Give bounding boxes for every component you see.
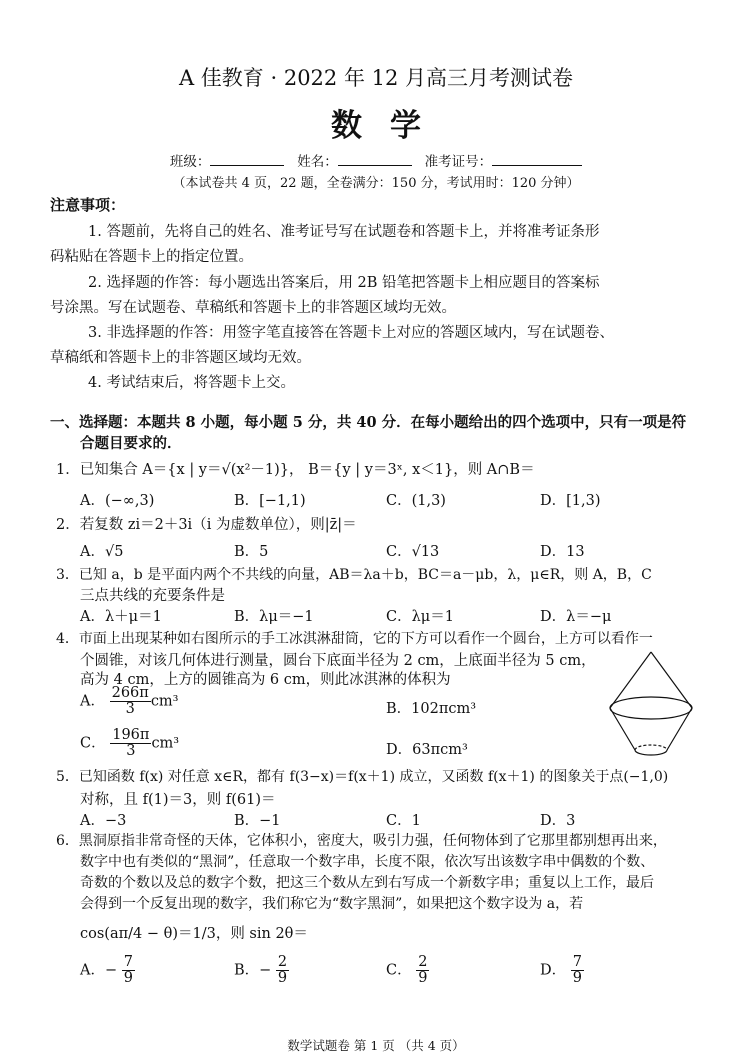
exam-no-label: 准考证号： (424, 154, 493, 170)
q2-option-b: B．5 (234, 544, 269, 560)
q5-option-a: A．−3 (80, 813, 127, 829)
notice-heading: 注意事项： (50, 196, 126, 214)
frustum-right-edge (667, 708, 692, 750)
section1-instruction-line1: 一、选择题：本题共 8 小题，每小题 5 分，共 40 分．在每小题给出的四个选项中，只有一项是符 (50, 414, 687, 431)
q6-option-b-denominator: 9 (277, 970, 288, 987)
q6-option-b-numerator: 2 (277, 954, 288, 970)
q6-option-c-numerator: 2 (418, 954, 428, 970)
student-info-line (0, 150, 752, 170)
frustum-bottom-back (635, 745, 667, 750)
q4-option-a-denominator: 3 (125, 701, 135, 718)
q5-option-b: B．−1 (234, 813, 281, 829)
class-label: 班级： (169, 154, 211, 170)
q1-option-b: B．[−1,1) (234, 493, 306, 509)
q6-stem-line1: 6．黑洞原指非常奇怪的天体，它体积小，密度大，吸引力强，任何物体到了它那里都别想再出来， (56, 833, 667, 849)
q5-stem-line1: 5．已知函数 f(x) 对任意 x∈R，都有 f(3−x)＝f(x＋1) 成立，又函数 f(x＋1) 的图象关于点(−1,0) (56, 769, 669, 785)
q6-option-d-label: D． (540, 962, 567, 979)
q2-option-a: A．√5 (80, 544, 124, 560)
q5-stem-line2: 对称，且 f(1)＝3，则 f(61)＝ (80, 792, 276, 808)
q4-option-b: B．102πcm³ (386, 701, 477, 717)
notice-item4: 4. 考试结束后，将答题卡上交。 (88, 375, 295, 391)
q4-stem-line3: 高为 4 cm，上方的圆锥高为 6 cm，则此冰淇淋的体积为 (80, 672, 451, 688)
class-blank (210, 153, 284, 166)
q4-option-c-unit: cm³ (151, 735, 180, 752)
q6-option-a (80, 955, 135, 986)
name-blank (338, 153, 412, 166)
cone-left-edge (610, 652, 651, 708)
notice-item1-line1: 1. 答题前，先将自己的姓名、准考证号写在试题卷和答题卡上，并将准考证条形 (88, 224, 600, 240)
q4-option-d: D．63πcm³ (386, 742, 468, 758)
q4-option-a-unit: cm³ (150, 693, 179, 710)
exam-no-blank (492, 153, 582, 166)
name-label: 姓名： (297, 154, 338, 170)
q5-option-d: D．3 (540, 813, 576, 829)
q1-stem: 1．已知集合 A＝{x | y＝√(x²－1)}， B＝{y | y＝3ˣ, x＜1}，则 A∩B＝ (56, 462, 535, 478)
q3-option-d: D．λ＝−μ (540, 609, 612, 625)
cone-right-edge (651, 652, 692, 708)
section1-instruction-line2: 合题目要求的． (80, 435, 182, 452)
q4-option-a-numerator: 266π (111, 685, 149, 701)
q6-option-a-label: A．− (80, 962, 118, 979)
q6-stem-line4: 会得到一个反复出现的数字，我们称它为“数字黑洞”，如果把这个数字设为 a，若 (80, 896, 584, 912)
q4-option-a-label: A． (80, 693, 105, 710)
q3-option-c: C．λμ＝1 (386, 609, 454, 625)
q6-option-d-numerator: 7 (572, 954, 582, 970)
page-footer: 数学试题卷 第 1 页 （共 4 页） (287, 1038, 465, 1053)
q1-option-a: A．(−∞,3) (80, 493, 155, 509)
q6-option-b (234, 955, 289, 986)
q6-condition: cos(aπ/4 − θ)＝1/3，则 sin 2θ＝ (80, 926, 308, 942)
q4-stem-line2: 个圆锥，对该几何体进行测量，圆台下底面半径为 2 cm，上底面半径为 5 cm， (80, 653, 596, 669)
q6-option-a-denominator: 9 (123, 970, 133, 987)
q3-option-b: B．λμ＝−1 (234, 609, 314, 625)
q6-option-c (386, 955, 429, 986)
exam-title: A 佳教育 · 2022 年 12 月高三月考测试卷 (178, 66, 574, 90)
q4-stem-line1: 4．市面上出现某种如右图所示的手工冰淇淋甜筒，它的下方可以看作一个圆台，上方可以看作一 (56, 631, 653, 647)
q1-option-d: D．[1,3) (540, 493, 601, 509)
q6-stem-line3: 奇数的个数以及总的数字个数，把这三个数从左到右写成一个新数字串；重复以上工作，最后 (80, 875, 654, 891)
exam-note: （本试卷共 4 页，22 题，全卷满分：150 分，考试用时：120 分钟） (172, 176, 580, 191)
q4-option-a (80, 686, 179, 717)
q2-option-d: D．13 (540, 544, 585, 560)
notice-item2-line1: 2. 选择题的作答：每小题选出答案后，用 2B 铅笔把答题卡上相应题目的答案标 (88, 275, 600, 291)
q6-option-b-label: B．− (234, 962, 272, 979)
q6-option-a-numerator: 7 (123, 954, 133, 970)
frustum-bottom-front (635, 750, 667, 755)
q2-option-c: C．√13 (386, 544, 440, 560)
q4-option-c (80, 728, 179, 759)
q1-option-c: C．(1,3) (386, 493, 446, 509)
frustum-left-edge (610, 708, 635, 750)
q6-option-c-denominator: 9 (418, 970, 428, 987)
q6-stem-line2: 数字中也有类似的“黑洞”，任意取一个数字串，长度不限，依次写出该数字串中偶数的个数、 (80, 854, 655, 870)
q3-option-a: A．λ＋μ＝1 (80, 609, 162, 625)
q4-option-c-numerator: 196π (112, 727, 150, 743)
subject-title: 数学 (331, 108, 449, 144)
q3-stem-line1: 3．已知 a，b 是平面内两个不共线的向量，AB＝λa＋b，BC＝a－μb，λ，μ∈R，则 A，B，C (56, 567, 652, 583)
q4-option-c-denominator: 3 (126, 743, 136, 760)
ice-cream-figure (604, 650, 704, 762)
notice-item3-line2: 草稿纸和答题卡上的非答题区域均无效。 (50, 350, 311, 366)
q6-option-c-label: C． (386, 962, 412, 979)
notice-item1-line2: 码粘贴在答题卡上的指定位置。 (50, 249, 253, 265)
q5-option-c: C．1 (386, 813, 421, 829)
q3-stem-line2: 三点共线的充要条件是 (80, 588, 225, 604)
q6-option-d (540, 955, 584, 986)
notice-item3-line1: 3. 非选择题的作答：用签字笔直接答在答题卡上对应的答题区域内，写在试题卷、 (88, 325, 614, 341)
q4-option-c-label: C． (80, 735, 106, 752)
q6-option-d-denominator: 9 (572, 970, 582, 987)
notice-item2-line2: 号涂黑。写在试题卷、草稿纸和答题卡上的非答题区域均无效。 (50, 300, 456, 316)
frustum-top-ellipse (610, 697, 692, 719)
q2-stem: 2．若复数 zi＝2＋3i（i 为虚数单位），则|z̄|＝ (56, 517, 357, 533)
